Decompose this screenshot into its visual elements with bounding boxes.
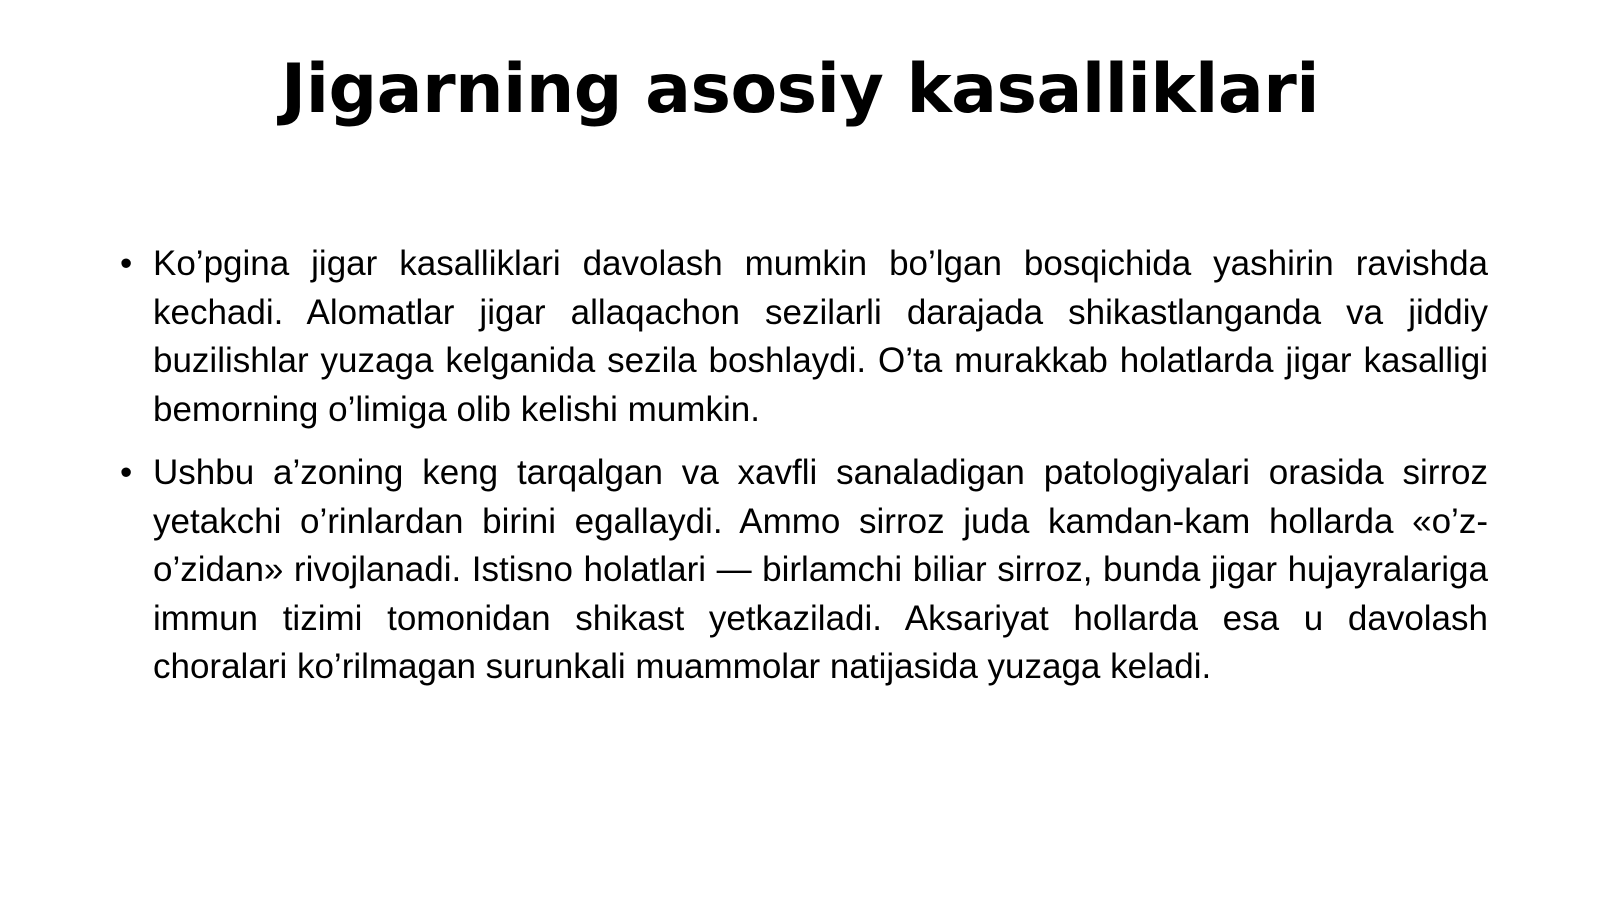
- bullet-list: [120, 240, 1488, 707]
- bullet-item: [120, 240, 1488, 434]
- bullet-dot-icon: •: [120, 453, 133, 492]
- bullet-item: [120, 449, 1488, 692]
- bullet-text: Ko’pgina jigar kasalliklari davolash mumkin bo’lgan bosqichida yashirin ravishda kechadi. Alomatlar jigar allaqachon sezilarli darajada shikastlanganda va jiddiy buzilishlar yuzaga kelganida sezila boshlaydi. O’ta murakkab holatlarda jigar kasalligi bemorning o’limiga olib kelishi mumkin.: [153, 244, 1488, 429]
- bullet-dot-icon: •: [120, 244, 133, 283]
- bullet-text: Ushbu a’zoning keng tarqalgan va xavfli sanaladigan patologiyalari orasida sirroz yetakchi o’rinlardan birini egallaydi. Ammo sirroz juda kamdan-kam hollarda «o’z-o’zidan» rivojlanadi. Istisno holatlari — birlamchi biliar sirroz, bunda jigar hujayralariga immun tizimi tomonidan shikast yetkaziladi. Aksariyat hollarda esa u davolash choralari ko’rilmagan surunkali muammolar natijasida yuzaga keladi.: [153, 453, 1488, 686]
- slide-title: Jigarning asosiy kasalliklari: [280, 50, 1320, 129]
